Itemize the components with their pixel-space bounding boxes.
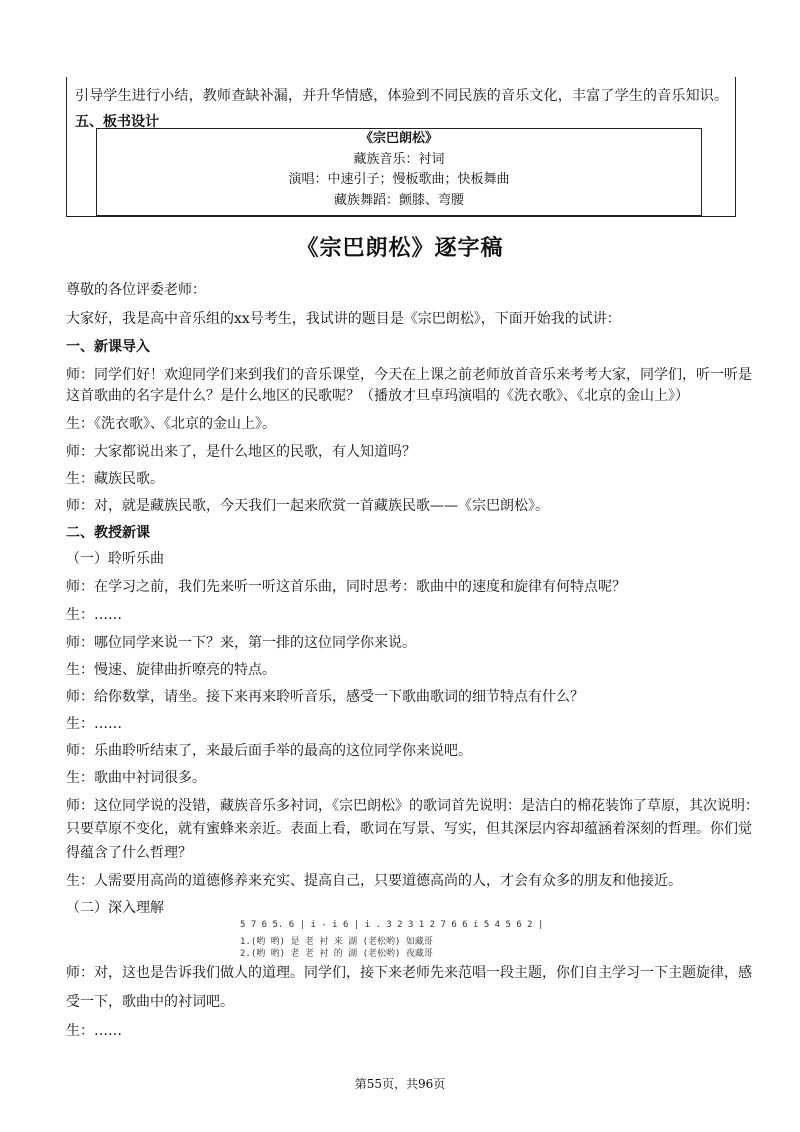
paragraph: 师：大家都说出来了，是什么地区的民歌，有人知道吗？ (66, 444, 416, 460)
paragraph: 师：在学习之前，我们先来听一听这首乐曲，同时思考：歌曲中的速度和旋律有何特点呢？ (66, 579, 626, 595)
paragraph: 生：人需要用高尚的道德修养来充实、提高自己，只要道德高尚的人，才会有众多的朋友和他接近。 (66, 873, 682, 889)
paragraph: 生：《洗衣歌》、《北京的金山上》。 (66, 416, 276, 432)
paragraph: 师：哪位同学来说一下？来，第一排的这位同学你来说。 (66, 635, 416, 651)
paragraph: 生：…… (66, 716, 122, 732)
board-title: 《宗巴朗松》 (359, 131, 438, 146)
summary-text: 引导学生进行小结，教师查缺补漏，并升华情感，体验到不同民族的音乐文化，丰富了学生的音乐知识。 (75, 88, 729, 104)
board-line: 藏族音乐：衬词 (353, 151, 445, 167)
board-line: 演唱：中速引子；慢板歌曲；快板舞曲 (288, 172, 510, 187)
paragraph: 生：…… (66, 1023, 122, 1039)
paragraph: 生：…… (66, 607, 122, 623)
paragraph: 尊敬的各位评委老师： (66, 282, 206, 298)
board-design-heading: 五、板书设计 (75, 114, 159, 130)
score-lyrics-verse-1: 1.(哟 哟) 是 老 衬 来 湖 (老松哟) 如藏哥 (240, 937, 433, 947)
paragraph: 只要草原不变化，就有蜜蜂来亲近。表面上看，歌词在写景、写实，但其深层内容却蕴涵着深刻的哲理。你们觉 (66, 821, 752, 837)
score-notes: 5 7 6 5. 6 | i - i 6 | i . 3 2 3 1 2 7 6 6 i 5 4 5 6 2 | (240, 920, 544, 930)
section-heading: 二、教授新课 (66, 525, 150, 541)
page-number: 第55页，共96页 (354, 1077, 446, 1091)
paragraph: 师：对，这也是告诉我们做人的道理。同学们，接下来老师先来范唱一段主题，你们自主学习一下主题旋律，感 (66, 965, 752, 981)
page-title: 《宗巴朗松》逐字稿 (296, 235, 504, 261)
board-design-box (96, 128, 702, 216)
paragraph: 师：给你数掌，请坐。接下来再来聆听音乐，感受一下歌曲歌词的细节特点有什么？ (66, 689, 584, 705)
paragraph: 受一下，歌曲中的衬词吧。 (66, 994, 234, 1010)
subsection-heading: （一）聆听乐曲 (66, 551, 164, 567)
section-heading: 一、新课导入 (66, 339, 150, 355)
paragraph: 生：藏族民歌。 (66, 471, 164, 487)
paragraph: 得蕴含了什么哲理？ (66, 845, 192, 861)
paragraph: 这首歌曲的名字是什么？是什么地区的民歌呢？（播放才旦卓玛演唱的《洗衣歌》、《北京的金山上》） (66, 388, 689, 404)
music-score-excerpt (240, 918, 560, 958)
board-line: 藏族舞蹈：颤膝、弯腰 (333, 192, 464, 208)
paragraph: 师：对，就是藏族民歌，今天我们一起来欣赏一首藏族民歌——《宗巴朗松》。 (66, 498, 549, 514)
subsection-heading: （二）深入理解 (66, 900, 164, 916)
paragraph: 师：乐曲聆听结束了，来最后面手举的最高的这位同学你来说吧。 (66, 743, 472, 759)
paragraph: 师：同学们好！欢迎同学们来到我们的音乐课堂，今天在上课之前老师放首音乐来考考大家，同学们，听一听是 (66, 367, 752, 383)
paragraph: 大家好，我是高中音乐组的xx号考生，我试讲的题目是《宗巴朗松》，下面开始我的试讲： (66, 311, 621, 327)
paragraph: 生：歌曲中衬词很多。 (66, 770, 206, 786)
paragraph: 生：慢速、旋律曲折嘹亮的特点。 (66, 662, 276, 678)
paragraph: 师：这位同学说的没错，藏族音乐多衬词，《宗巴朗松》的歌词首先说明：是洁白的棉花装饰了草原，其次说明： (66, 798, 759, 814)
score-lyrics-verse-2: 2.(哟 哟) 老 老 衬 的 湖 (老松哟) 夜藏哥 (240, 949, 433, 959)
